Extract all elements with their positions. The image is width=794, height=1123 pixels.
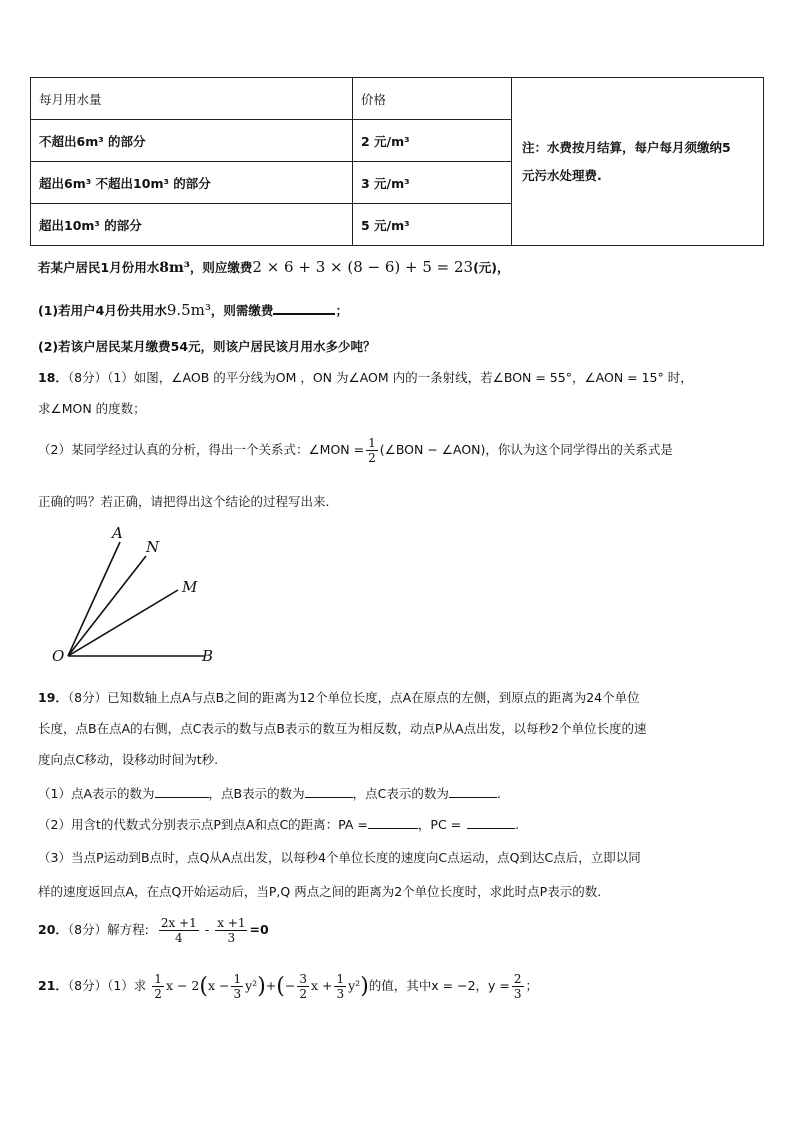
note-line: 注：水费按月结算，每户每月须缴纳5 bbox=[522, 139, 731, 155]
fraction bbox=[334, 972, 346, 1001]
expr-part: − bbox=[284, 978, 296, 993]
frac-den: 2 bbox=[368, 451, 376, 465]
q18-line2: 求∠MON 的度数； bbox=[38, 401, 146, 416]
water-fee-table bbox=[30, 77, 764, 246]
example-prefix: 若某户居民1月份用水 bbox=[38, 260, 160, 275]
frac-num: 2x +1 bbox=[160, 916, 197, 930]
q20-line bbox=[38, 916, 764, 945]
expr-part: + bbox=[265, 978, 277, 993]
minus-sign: - bbox=[204, 922, 210, 937]
q21-end: ； bbox=[525, 978, 539, 993]
label-m: M bbox=[182, 578, 198, 596]
label-a: A bbox=[112, 524, 123, 542]
fraction bbox=[215, 916, 247, 945]
q19-1c: ，点C表示的数为 bbox=[352, 786, 449, 801]
paren-open: ( bbox=[276, 974, 285, 999]
example-line bbox=[38, 258, 764, 276]
paren-close: ) bbox=[257, 974, 266, 999]
answer-blank[interactable] bbox=[305, 785, 353, 798]
label-n: N bbox=[146, 538, 160, 556]
q19-line2: 长度，点B在点A的右侧，点C表示的数与点B表示的数互为相反数，动点P从A点出发，以每秒2个单位长度的速 bbox=[38, 721, 647, 736]
frac-num: x +1 bbox=[217, 916, 246, 930]
answer-blank[interactable] bbox=[467, 816, 515, 829]
q18-line1 bbox=[38, 368, 764, 386]
q18-line3 bbox=[38, 436, 764, 465]
answer-blank[interactable] bbox=[449, 785, 497, 798]
q18-line3-post: (∠BON − ∠AON)，你认为这个同学得出的关系式是 bbox=[379, 442, 673, 457]
example-mid: ，则应缴费 bbox=[189, 260, 253, 275]
answer-blank[interactable] bbox=[273, 301, 335, 315]
q21-line bbox=[38, 972, 764, 1001]
question-number: 18． bbox=[38, 370, 68, 385]
table-header-cell: 价格 bbox=[353, 78, 512, 120]
table-cell: 2 元/m³ bbox=[353, 120, 512, 162]
example-amount: 8m³ bbox=[159, 260, 190, 276]
answer-blank[interactable] bbox=[368, 816, 418, 829]
frac-den: 3 bbox=[336, 987, 345, 1001]
table-note bbox=[512, 78, 764, 246]
fraction bbox=[152, 972, 164, 1001]
paren-open: ( bbox=[199, 974, 208, 999]
q18-line3-pre: （2）某同学经过认真的分析，得出一个关系式：∠MON = bbox=[38, 442, 365, 457]
table-cell: 不超出6m³ 的部分 bbox=[31, 120, 353, 162]
table-header-cell: 每月用水量 bbox=[31, 78, 353, 120]
frac-den: 3 bbox=[227, 931, 236, 945]
answer-blank[interactable] bbox=[155, 785, 209, 798]
paren-close: ) bbox=[360, 974, 369, 999]
q19-part3-line2: 样的速度返回点A，在点Q开始运动后，当P,Q 两点之间的距离为2个单位长度时，求此时点P表示的数. bbox=[38, 884, 602, 899]
q17-1-amount: 9.5m³ bbox=[166, 301, 211, 319]
fraction bbox=[512, 972, 524, 1001]
frac-den: 2 bbox=[154, 987, 162, 1001]
q17-part1 bbox=[38, 301, 764, 319]
fraction bbox=[366, 436, 378, 465]
q19-text: （8分）已知数轴上点A与点B之间的距离为12个单位长度，点A在原点的左侧，到原点的距离为24个单位 bbox=[67, 690, 640, 705]
q19-1d: . bbox=[496, 786, 501, 801]
frac-den: 4 bbox=[174, 931, 183, 945]
angle-figure bbox=[48, 520, 228, 670]
note-line: 元污水处理费. bbox=[522, 167, 602, 183]
question-number: 20． bbox=[38, 922, 68, 937]
ray-om bbox=[68, 590, 178, 656]
fraction bbox=[231, 972, 243, 1001]
expr-part: x − bbox=[207, 978, 230, 993]
example-formula: 2 × 6 + 3 × (8 − 6) + 5 = 23 bbox=[252, 258, 474, 276]
expr-part: x + bbox=[310, 978, 333, 993]
q19-1b: ，点B表示的数为 bbox=[208, 786, 305, 801]
frac-den: 3 bbox=[233, 987, 242, 1001]
expr-part: y² bbox=[245, 978, 258, 993]
q17-1-prefix: (1)若用户4月份共用水 bbox=[38, 303, 167, 318]
q20-tail: =0 bbox=[249, 922, 269, 937]
frac-num: 1 bbox=[336, 972, 345, 986]
label-o: O bbox=[52, 647, 65, 665]
table-row bbox=[31, 78, 764, 120]
table-cell: 超出10m³ 的部分 bbox=[31, 204, 353, 246]
frac-num: 1 bbox=[154, 972, 162, 986]
q17-1-end: ； bbox=[335, 303, 348, 318]
question-number: 19． bbox=[38, 690, 68, 705]
frac-den: 3 bbox=[513, 987, 522, 1001]
q19-1a: （1）点A表示的数为 bbox=[38, 786, 155, 801]
fraction bbox=[297, 972, 309, 1001]
q19-line1 bbox=[38, 688, 764, 706]
q21-label: （8分）（1）求 bbox=[67, 978, 147, 993]
q19-part2 bbox=[38, 815, 764, 833]
frac-num: 1 bbox=[233, 972, 242, 986]
q17-1-suffix: ，则需缴费 bbox=[210, 303, 274, 318]
table-cell: 3 元/m³ bbox=[353, 162, 512, 204]
q19-2c: . bbox=[515, 817, 520, 832]
q19-part3-line1: （3）当点P运动到B点时，点Q从A点出发，以每秒4个单位长度的速度向C点运动，点Q到达C点后，立即以同 bbox=[38, 850, 641, 865]
q19-2b: ，PC = bbox=[417, 817, 462, 832]
q19-2a: （2）用含t的代数式分别表示点P到点A和点C的距离：PA = bbox=[38, 817, 368, 832]
q21-tail: 的值，其中x = −2，y = bbox=[368, 978, 510, 993]
q19-line3: 度向点C移动，设移动时间为t秒. bbox=[38, 752, 219, 767]
example-suffix: (元)， bbox=[473, 260, 510, 275]
expr-part: y² bbox=[348, 978, 361, 993]
frac-num: 2 bbox=[513, 972, 522, 986]
table-cell: 5 元/m³ bbox=[353, 204, 512, 246]
question-number: 21． bbox=[38, 978, 68, 993]
table-cell: 超出6m³ 不超出10m³ 的部分 bbox=[31, 162, 353, 204]
frac-num: 1 bbox=[368, 436, 376, 450]
frac-den: 2 bbox=[299, 987, 307, 1001]
frac-num: 3 bbox=[299, 972, 307, 986]
fraction bbox=[159, 916, 199, 945]
q19-part1 bbox=[38, 784, 764, 802]
q20-label: （8分）解方程: bbox=[67, 922, 149, 937]
q18-text: （8分）（1）如图，∠AOB 的平分线为OM ，ON 为∠AOM 内的一条射线，若∠BON = 55°，∠AON = 15° 时， bbox=[67, 370, 693, 385]
angle-rays bbox=[68, 542, 204, 656]
q18-line4: 正确的吗？若正确，请把得出这个结论的过程写出来. bbox=[38, 494, 330, 509]
label-b: B bbox=[202, 647, 214, 665]
q17-part2: (2)若该户居民某月缴费54元，则该户居民该月用水多少吨？ bbox=[38, 339, 376, 354]
expr-part: x − 2 bbox=[165, 978, 200, 993]
